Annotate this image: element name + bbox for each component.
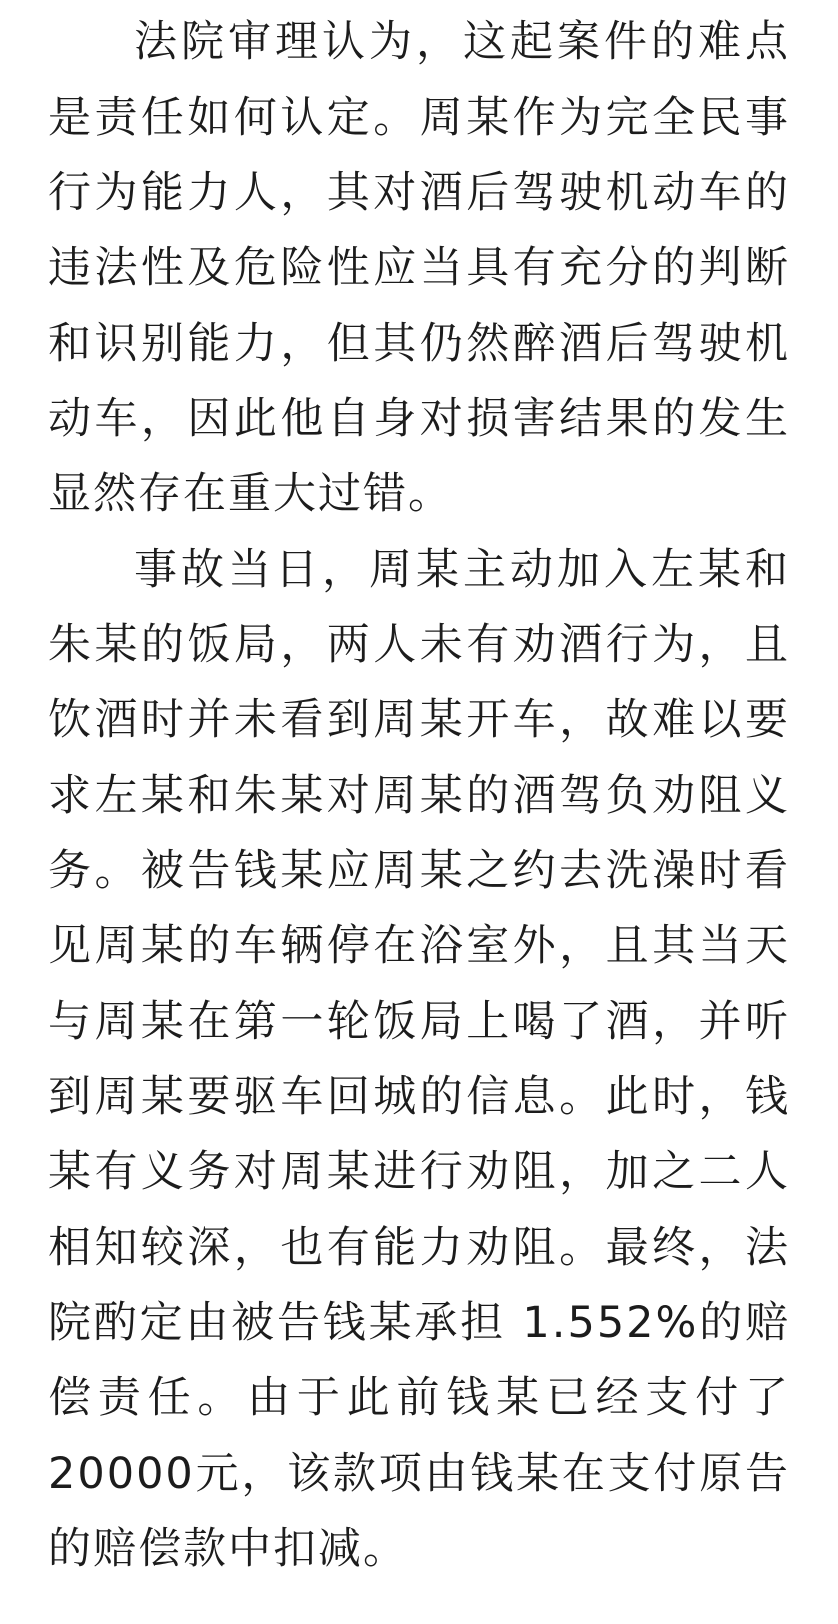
paragraph-2-line-5: 务。被告钱某应周某之约去洗澡时看 (48, 846, 790, 896)
paragraph-2-line-2: 朱某的饭局，两人未有劝酒行为，且 (48, 620, 790, 670)
paragraph-1-line-4: 违法性及危险性应当具有充分的判断 (48, 243, 790, 293)
paragraph-2-line-1: 事故当日，周某主动加入左某和 (134, 545, 790, 595)
paragraph-2-line-13: 20000元，该款项由钱某在支付原告 (48, 1449, 790, 1499)
paragraph-2-line-3: 饮酒时并未看到周某开车，故难以要 (48, 695, 790, 745)
paragraph-2-line-8: 到周某要驱车回城的信息。此时，钱 (48, 1072, 790, 1122)
paragraph-2-line-12: 偿责任。由于此前钱某已经支付了 (48, 1373, 790, 1423)
paragraph-2-line-4: 求左某和朱某对周某的酒驾负劝阻义 (48, 771, 790, 821)
paragraph-2-line-14: 的赔偿款中扣减。 (48, 1524, 408, 1574)
paragraph-1-line-6: 动车，因此他自身对损害结果的发生 (48, 394, 790, 444)
paragraph-1-line-3: 行为能力人，其对酒后驾驶机动车的 (48, 168, 790, 218)
paragraph-2-line-7: 与周某在第一轮饭局上喝了酒，并听 (48, 997, 790, 1047)
paragraph-1-line-5: 和识别能力，但其仍然醉酒后驾驶机 (48, 319, 790, 369)
paragraph-1-line-7: 显然存在重大过错。 (48, 469, 453, 519)
paragraph-1-line-1: 法院审理认为，这起案件的难点 (134, 17, 790, 67)
paragraph-2-line-10: 相知较深，也有能力劝阻。最终，法 (48, 1223, 790, 1273)
paragraph-2-line-11: 院酌定由被告钱某承担 1.552%的赔 (48, 1298, 790, 1348)
paragraph-2-line-6: 见周某的车辆停在浴室外，且其当天 (48, 921, 790, 971)
paragraph-1-line-2: 是责任如何认定。周某作为完全民事 (48, 93, 790, 143)
paragraph-2-line-9: 某有义务对周某进行劝阻，加之二人 (48, 1147, 790, 1197)
